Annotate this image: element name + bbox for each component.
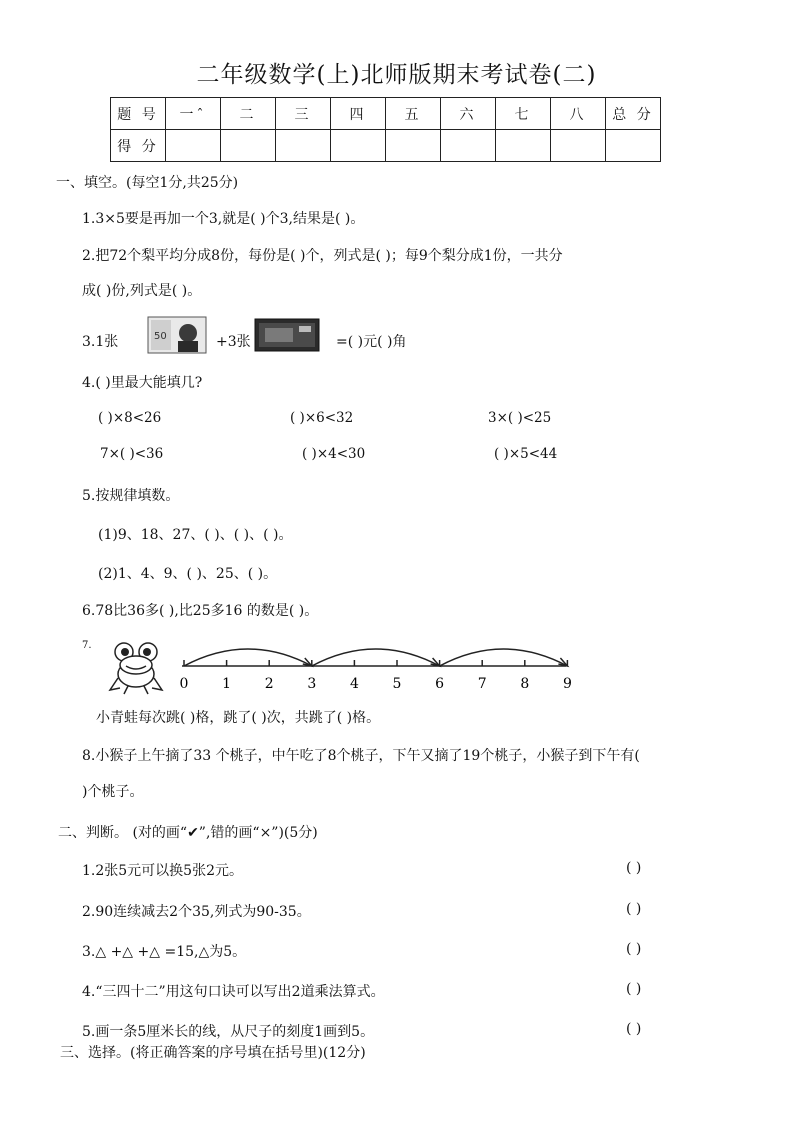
question-3-prefix: 3.1张: [82, 334, 119, 350]
note-value-label: 50: [154, 331, 167, 342]
number-line-label: 7: [477, 676, 487, 692]
score-cell: 二: [221, 98, 276, 130]
score-cell: 六: [441, 98, 496, 130]
judge-answer-bracket[interactable]: ( ): [626, 941, 642, 957]
score-cell: 五: [386, 98, 441, 130]
question-4-item: 7×( )<36: [100, 446, 164, 462]
question-7-text: 小青蛙每次跳( )格，跳了( )次，共跳了( )格。: [96, 710, 381, 726]
score-input-cell[interactable]: [496, 130, 551, 162]
score-table-header-row: [111, 98, 661, 130]
jump-arc: [440, 649, 568, 666]
question-5-heading: 5.按规律填数。: [82, 488, 180, 504]
number-line-label: 8: [520, 676, 530, 692]
judge-item: 3.△ +△ +△ =15,△为5。: [82, 944, 247, 960]
score-table: [110, 97, 661, 162]
judge-answer-bracket[interactable]: ( ): [626, 901, 642, 917]
judge-answer-bracket[interactable]: ( ): [626, 1021, 642, 1037]
question-4-item: 3×( )<25: [488, 410, 552, 426]
question-1: 1.3×5要是再加一个3,就是( )个3,结果是( )。: [82, 211, 365, 227]
number-line-label: 9: [562, 676, 572, 692]
number-line: [170, 636, 580, 696]
number-line-label: 0: [179, 676, 189, 692]
question-4-item: ( )×4<30: [302, 446, 366, 462]
section3-heading: 三、选择。(将正确答案的序号填在括号里)(12分): [60, 1045, 366, 1061]
question-3-suffix: =( )元( )角: [336, 334, 407, 350]
jump-arc: [184, 649, 312, 666]
score-cell: 题 号: [111, 98, 166, 130]
judge-item: 4.“三四十二”用这句口诀可以写出2道乘法算式。: [82, 984, 385, 1000]
section1-heading: 一、填空。(每空1分,共25分): [56, 175, 239, 191]
question-8-line2: )个桃子。: [82, 784, 144, 800]
number-line-label: 2: [264, 676, 274, 692]
question-6: 6.78比36多( ),比25多16 的数是( )。: [82, 603, 319, 619]
section2-heading: 二、判断。 (对的画“✔”,错的画“×”)(5分): [58, 825, 318, 841]
question-4-heading: 4.( )里最大能填几?: [82, 375, 203, 391]
judge-item: 2.90连续减去2个35,列式为90-35。: [82, 904, 311, 920]
score-cell: 七: [496, 98, 551, 130]
score-row-label: 得 分: [111, 130, 166, 162]
score-cell: 四: [331, 98, 386, 130]
jump-arc: [312, 649, 440, 666]
question-8-line1: 8.小猴子上午摘了33 个桃子，中午吃了8个桃子，下午又摘了19个桃子，小猴子到下午有(: [82, 748, 640, 764]
judge-answer-bracket[interactable]: ( ): [626, 981, 642, 997]
score-input-cell[interactable]: [276, 130, 331, 162]
score-input-cell[interactable]: [606, 130, 661, 162]
question-2-line1: 2.把72个梨平均分成8份，每份是( )个，列式是( )；每9个梨分成1份，一共分: [82, 248, 563, 264]
number-line-label: 4: [349, 676, 359, 692]
score-input-cell[interactable]: [331, 130, 386, 162]
frog-icon: [106, 638, 166, 696]
score-cell: 一ˆ: [166, 98, 221, 130]
dime-note-image: [255, 319, 319, 351]
question-5-part-2: (2)1、4、9、( )、25、( )。: [98, 566, 278, 582]
score-cell: 三: [276, 98, 331, 130]
score-cell: 总 分: [606, 98, 661, 130]
fifty-yuan-note-image: [148, 317, 206, 353]
question-3-mid: +3张: [216, 334, 251, 350]
score-input-cell[interactable]: [441, 130, 496, 162]
score-cell: 八: [551, 98, 606, 130]
score-input-cell[interactable]: [386, 130, 441, 162]
score-input-cell[interactable]: [551, 130, 606, 162]
score-input-cell[interactable]: [221, 130, 276, 162]
question-2-line2: 成( )份,列式是( )。: [82, 283, 202, 299]
page-title: 二年级数学(上)北师版期末考试卷(二): [196, 62, 597, 88]
number-line-label: 1: [222, 676, 232, 692]
question-7-label: 7.: [82, 640, 92, 651]
question-4-item: ( )×6<32: [290, 410, 354, 426]
judge-item: 1.2张5元可以换5张2元。: [82, 863, 243, 879]
score-input-cell[interactable]: [166, 130, 221, 162]
number-line-label: 3: [307, 676, 317, 692]
number-line-label: 6: [435, 676, 445, 692]
score-table-score-row: [111, 130, 661, 162]
judge-item: 5.画一条5厘米长的线，从尺子的刻度1画到5。: [82, 1024, 375, 1040]
question-5-part-1: (1)9、18、27、( )、( )、( )。: [98, 527, 293, 543]
question-4-item: ( )×5<44: [494, 446, 558, 462]
judge-answer-bracket[interactable]: ( ): [626, 860, 642, 876]
number-line-label: 5: [392, 676, 402, 692]
question-4-item: ( )×8<26: [98, 410, 162, 426]
